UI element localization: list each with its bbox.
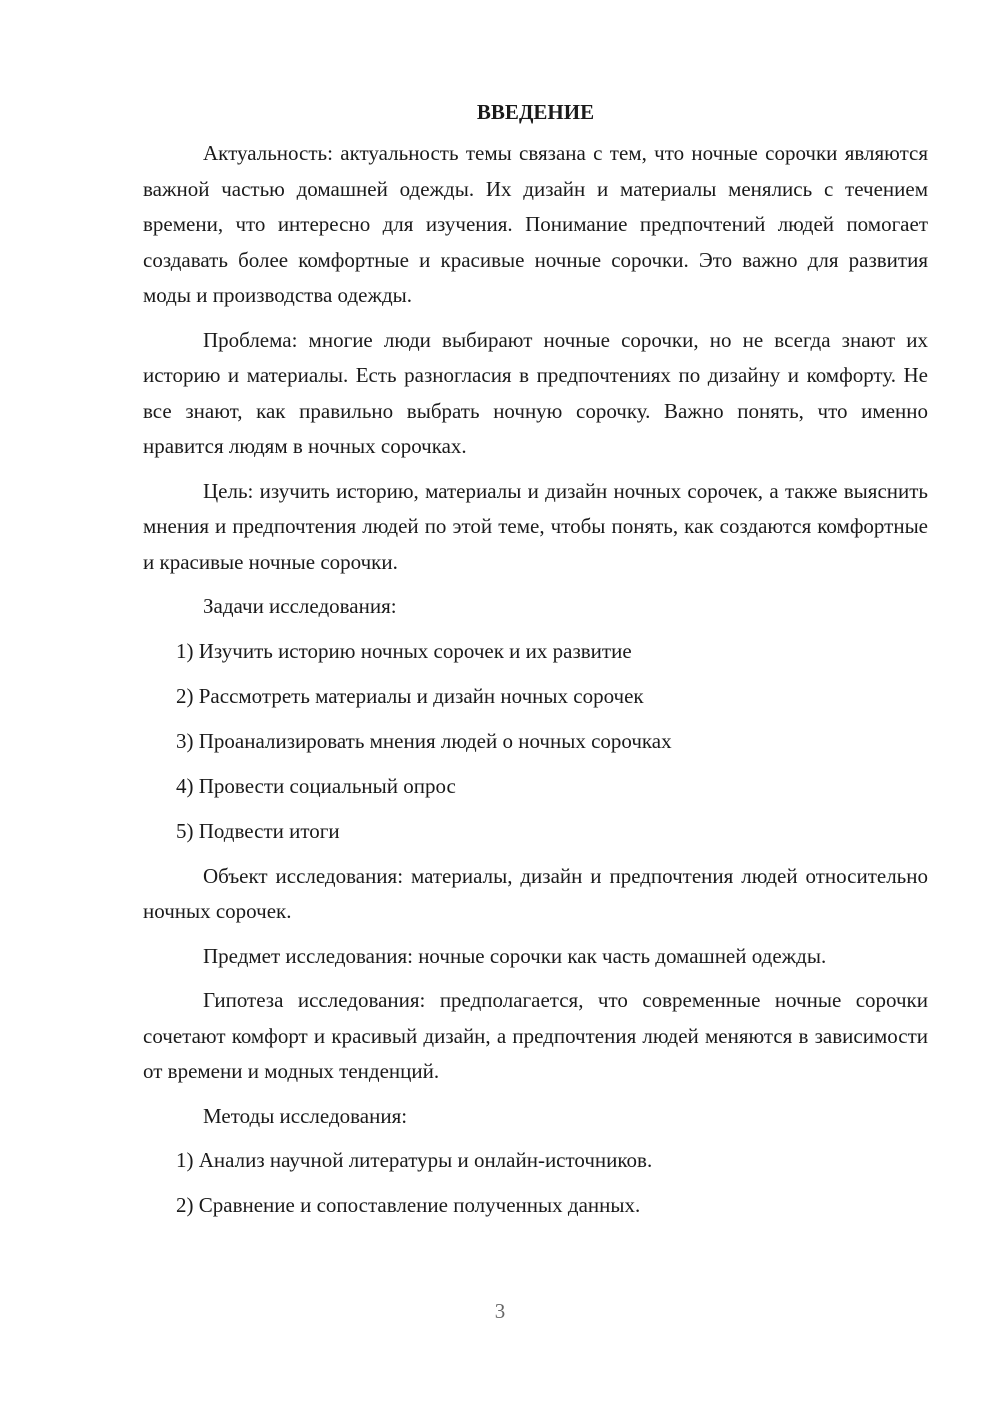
list-item: 5) Подвести итоги (176, 818, 340, 843)
list-item: 1) Изучить историю ночных сорочек и их развитие (176, 638, 632, 663)
paragraph-relevance: Актуальность: актуальность темы связана с тем, что ночные сорочки являются важной частью домашней одежды. Их дизайн и материалы менялись с течением времени, что интересно для изучения. Понимание предпочтений людей помогает создавать более комфортные и красивые ночные сорочки. Это важно для развития моды и производства одежды. (143, 141, 928, 307)
list-item: 2) Рассмотреть материалы и дизайн ночных сорочек (176, 683, 644, 708)
list-item: 4) Провести социальный опрос (176, 773, 456, 798)
paragraph-subject: Предмет исследования: ночные сорочки как часть домашней одежды. (203, 943, 827, 968)
tasks-heading: Задачи исследования: (203, 594, 397, 618)
page-number: 3 (494, 1299, 506, 1323)
list-item: 2) Сравнение и сопоставление полученных данных. (176, 1193, 641, 1217)
paragraph-problem: Проблема: многие люди выбирают ночные сорочки, но не всегда знают их историю и материалы. Есть разногласия в предпочтениях по дизайну и комфорту. Не все знают, как правильно выбрать ночную сорочку. Важно понять, что именно нравится людям в ночных сорочках. (143, 327, 928, 458)
section-title: ВВЕДЕНИЕ (476, 100, 595, 124)
paragraph-object: Объект исследования: материалы, дизайн и предпочтения людей относительно ночных сорочек. (143, 863, 928, 923)
document-page (143, 96, 928, 1233)
list-item: 3) Проанализировать мнения людей о ночных сорочках (176, 728, 672, 753)
methods-heading: Методы исследования: (203, 1103, 408, 1128)
list-item: 1) Анализ научной литературы и онлайн-источников. (176, 1148, 653, 1172)
methods-list (143, 1143, 928, 1224)
tasks-list (143, 634, 928, 850)
paragraph-goal: Цель: изучить историю, материалы и дизайн ночных сорочек, а также выяснить мнения и предпочтения людей по этой теме, чтобы понять, как создаются комфортные и красивые ночные сорочки. (143, 478, 928, 574)
paragraph-hypothesis: Гипотеза исследования: предполагается, что современные ночные сорочки сочетают комфорт и красивый дизайн, а предпочтения людей меняются в зависимости от времени и модных тенденций. (143, 988, 928, 1083)
